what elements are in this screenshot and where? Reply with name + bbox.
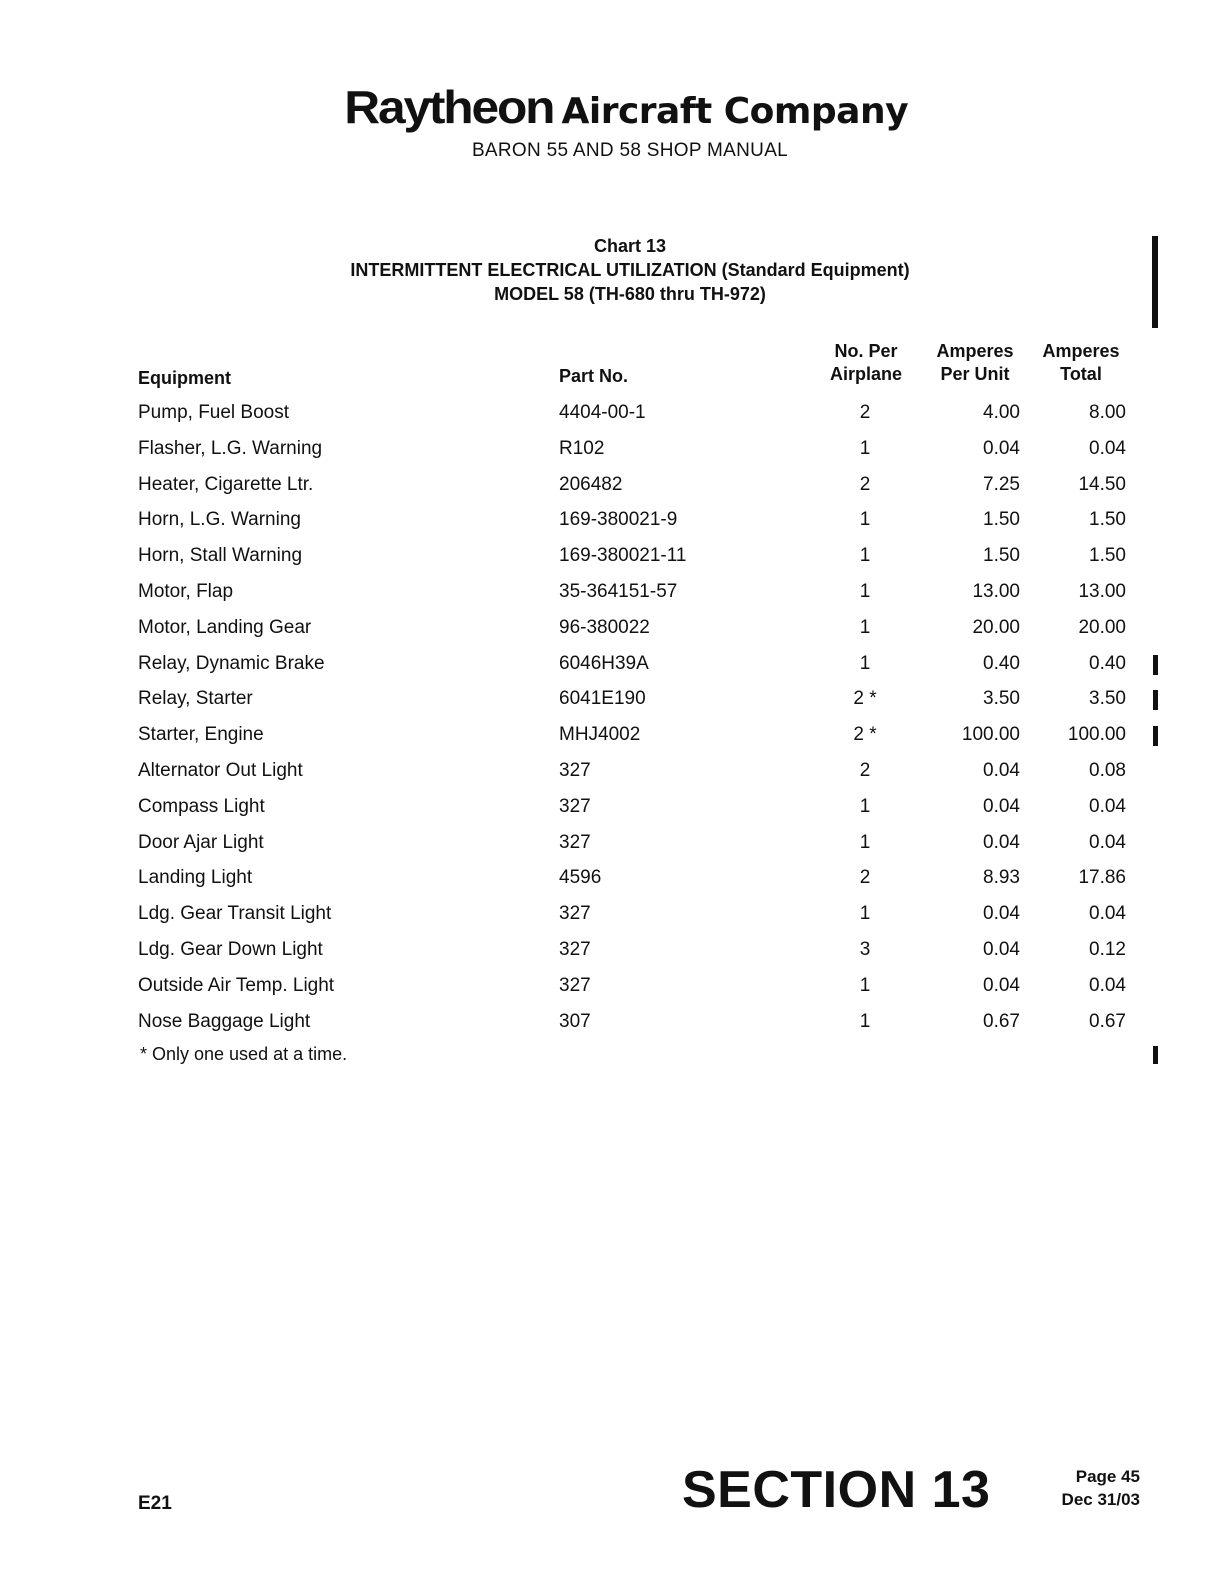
cell-no-per-airplane: 1 bbox=[859, 581, 871, 602]
table-row bbox=[0, 939, 1220, 975]
table-row bbox=[0, 438, 1220, 474]
cell-amperes-per-unit: 0.04 bbox=[983, 903, 1020, 925]
cell-amperes-per-unit: 7.25 bbox=[983, 473, 1020, 495]
cell-amperes-per-unit: 1.50 bbox=[983, 509, 1020, 531]
cell-part-no: 4596 bbox=[559, 867, 602, 889]
cell-no-per-airplane: 2 * bbox=[853, 724, 877, 746]
cell-no-per-airplane: 3 bbox=[859, 939, 871, 960]
cell-amperes-total: 1.50 bbox=[1089, 545, 1126, 567]
revision-bar bbox=[1153, 655, 1158, 675]
cell-amperes-total: 20.00 bbox=[1078, 616, 1126, 638]
cell-no-per-airplane: 1 bbox=[859, 831, 871, 853]
header-part-no: Part No. bbox=[559, 366, 629, 386]
cell-part-no: 35-364151-57 bbox=[559, 581, 678, 602]
table-row bbox=[0, 903, 1220, 939]
cell-amperes-per-unit: 0.04 bbox=[983, 939, 1020, 960]
cell-equipment: Alternator Out Light bbox=[138, 760, 303, 781]
cell-amperes-total: 0.04 bbox=[1089, 974, 1126, 996]
cell-equipment: Compass Light bbox=[138, 795, 265, 817]
page-header bbox=[0, 80, 1220, 162]
table-row bbox=[0, 724, 1220, 760]
page-number: Page 45 bbox=[1075, 1467, 1140, 1486]
header-amperes-per-unit bbox=[922, 340, 1028, 386]
cell-amperes-total: 0.04 bbox=[1089, 437, 1126, 459]
revision-bar bbox=[1153, 690, 1158, 710]
table-row bbox=[0, 1011, 1220, 1047]
cell-amperes-per-unit: 8.93 bbox=[983, 867, 1020, 889]
header-amp-unit-line2: Per Unit bbox=[940, 364, 1010, 384]
cell-amperes-per-unit: 100.00 bbox=[961, 724, 1020, 746]
cell-part-no: 6046H39A bbox=[559, 652, 649, 674]
cell-equipment: Motor, Flap bbox=[138, 581, 234, 602]
cell-equipment: Outside Air Temp. Light bbox=[138, 974, 335, 996]
cell-no-per-airplane: 1 bbox=[859, 509, 871, 531]
cell-amperes-total: 0.08 bbox=[1089, 760, 1126, 781]
table-row bbox=[0, 474, 1220, 510]
cell-no-per-airplane: 1 bbox=[859, 616, 871, 638]
cell-part-no: 327 bbox=[559, 760, 591, 781]
cell-no-per-airplane: 1 bbox=[859, 1010, 871, 1032]
cell-part-no: MHJ4002 bbox=[559, 724, 641, 746]
chart-model: MODEL 58 (TH-680 thru TH-972) bbox=[494, 284, 766, 304]
cell-amperes-total: 0.40 bbox=[1089, 652, 1126, 674]
cell-part-no: 206482 bbox=[559, 473, 623, 495]
footer-code: E21 bbox=[138, 1493, 172, 1514]
cell-amperes-per-unit: 3.50 bbox=[983, 688, 1020, 710]
cell-equipment: Motor, Landing Gear bbox=[138, 616, 312, 638]
cell-amperes-per-unit: 0.40 bbox=[983, 652, 1020, 674]
cell-no-per-airplane: 1 bbox=[859, 652, 871, 674]
cell-amperes-total: 0.04 bbox=[1089, 795, 1126, 817]
cell-equipment: Landing Light bbox=[138, 867, 253, 889]
cell-amperes-per-unit: 13.00 bbox=[972, 581, 1020, 602]
cell-equipment: Relay, Starter bbox=[138, 688, 253, 710]
cell-no-per-airplane: 1 bbox=[859, 545, 871, 567]
cell-part-no: 327 bbox=[559, 903, 591, 925]
cell-equipment: Horn, Stall Warning bbox=[138, 545, 303, 567]
header-amperes-total bbox=[1030, 340, 1132, 386]
table-row bbox=[0, 545, 1220, 581]
brand bbox=[344, 80, 909, 134]
cell-part-no: 169-380021-9 bbox=[559, 509, 678, 531]
cell-equipment: Horn, L.G. Warning bbox=[138, 509, 301, 531]
revision-bar bbox=[1153, 726, 1158, 746]
table-row bbox=[0, 975, 1220, 1011]
cell-part-no: 327 bbox=[559, 974, 591, 996]
cell-amperes-per-unit: 0.04 bbox=[983, 831, 1020, 853]
table-row bbox=[0, 581, 1220, 617]
cell-equipment: Flasher, L.G. Warning bbox=[138, 437, 323, 459]
cell-no-per-airplane: 2 bbox=[859, 402, 871, 423]
cell-amperes-per-unit: 0.67 bbox=[983, 1010, 1020, 1032]
cell-no-per-airplane: 1 bbox=[859, 974, 871, 996]
cell-equipment: Ldg. Gear Down Light bbox=[138, 939, 323, 960]
revision-date: Dec 31/03 bbox=[1061, 1490, 1140, 1509]
header-amp-unit-line1: Amperes bbox=[936, 341, 1014, 361]
cell-no-per-airplane: 1 bbox=[859, 795, 871, 817]
cell-amperes-total: 3.50 bbox=[1089, 688, 1126, 710]
raytheon-logo: Raytheon bbox=[344, 81, 554, 133]
cell-part-no: 4404-00-1 bbox=[559, 402, 646, 423]
cell-part-no: 6041E190 bbox=[559, 688, 646, 710]
chart-title bbox=[0, 234, 1220, 306]
chart-heading: INTERMITTENT ELECTRICAL UTILIZATION (Standard Equipment) bbox=[350, 260, 910, 280]
table-row bbox=[0, 688, 1220, 724]
header-equipment: Equipment bbox=[138, 368, 231, 388]
company-name: Aircraft Company bbox=[561, 91, 909, 132]
table-row bbox=[0, 760, 1220, 796]
cell-amperes-total: 0.04 bbox=[1089, 903, 1126, 925]
cell-amperes-per-unit: 0.04 bbox=[983, 974, 1020, 996]
header-no-per-airplane bbox=[815, 340, 917, 386]
header-no-per-line1: No. Per bbox=[834, 341, 898, 361]
cell-amperes-total: 0.12 bbox=[1089, 939, 1126, 960]
cell-amperes-per-unit: 1.50 bbox=[983, 545, 1020, 567]
cell-no-per-airplane: 2 bbox=[859, 760, 871, 781]
cell-equipment: Relay, Dynamic Brake bbox=[138, 652, 325, 674]
table-row bbox=[0, 617, 1220, 653]
chart-number: Chart 13 bbox=[593, 236, 667, 256]
footer-section: SECTION 13 bbox=[682, 1461, 991, 1519]
cell-equipment: Starter, Engine bbox=[138, 724, 264, 746]
cell-equipment: Heater, Cigarette Ltr. bbox=[138, 473, 314, 495]
table-row bbox=[0, 832, 1220, 868]
cell-no-per-airplane: 2 bbox=[859, 867, 871, 889]
cell-equipment: Door Ajar Light bbox=[138, 831, 264, 853]
cell-equipment: Pump, Fuel Boost bbox=[138, 402, 290, 423]
table-row bbox=[0, 796, 1220, 832]
cell-part-no: R102 bbox=[559, 437, 605, 459]
cell-part-no: 327 bbox=[559, 795, 591, 817]
cell-amperes-total: 0.67 bbox=[1089, 1010, 1126, 1032]
table-row bbox=[0, 402, 1220, 438]
manual-title: BARON 55 AND 58 SHOP MANUAL bbox=[471, 140, 789, 161]
cell-amperes-total: 1.50 bbox=[1089, 509, 1126, 531]
cell-amperes-total: 8.00 bbox=[1089, 402, 1126, 423]
table-row bbox=[0, 509, 1220, 545]
cell-no-per-airplane: 2 * bbox=[853, 688, 877, 710]
cell-part-no: 96-380022 bbox=[559, 616, 650, 638]
cell-no-per-airplane: 1 bbox=[859, 437, 871, 459]
cell-amperes-per-unit: 20.00 bbox=[972, 616, 1020, 638]
header-amp-total-line2: Total bbox=[1060, 364, 1102, 384]
table-row bbox=[0, 653, 1220, 689]
cell-amperes-per-unit: 0.04 bbox=[983, 795, 1020, 817]
cell-no-per-airplane: 1 bbox=[859, 903, 871, 925]
header-no-per-line2: Airplane bbox=[829, 364, 903, 384]
cell-amperes-total: 17.86 bbox=[1078, 867, 1126, 889]
footer-page-info bbox=[1040, 1465, 1140, 1511]
cell-amperes-total: 13.00 bbox=[1078, 581, 1126, 602]
cell-amperes-per-unit: 0.04 bbox=[983, 437, 1020, 459]
revision-bar-footnote bbox=[1153, 1046, 1158, 1064]
cell-part-no: 169-380021-11 bbox=[559, 545, 687, 567]
cell-amperes-total: 14.50 bbox=[1078, 473, 1126, 495]
footnote: * Only one used at a time. bbox=[140, 1044, 348, 1064]
revision-bar-title bbox=[1152, 236, 1158, 328]
cell-part-no: 327 bbox=[559, 939, 591, 960]
cell-equipment: Nose Baggage Light bbox=[138, 1010, 311, 1032]
cell-amperes-per-unit: 0.04 bbox=[983, 760, 1020, 781]
cell-amperes-total: 0.04 bbox=[1089, 831, 1126, 853]
cell-amperes-total: 100.00 bbox=[1067, 724, 1126, 746]
cell-part-no: 327 bbox=[559, 831, 591, 853]
header-amp-total-line1: Amperes bbox=[1042, 341, 1120, 361]
cell-no-per-airplane: 2 bbox=[859, 473, 871, 495]
cell-amperes-per-unit: 4.00 bbox=[983, 402, 1020, 423]
cell-part-no: 307 bbox=[559, 1010, 591, 1032]
cell-equipment: Ldg. Gear Transit Light bbox=[138, 903, 332, 925]
table-row bbox=[0, 867, 1220, 903]
